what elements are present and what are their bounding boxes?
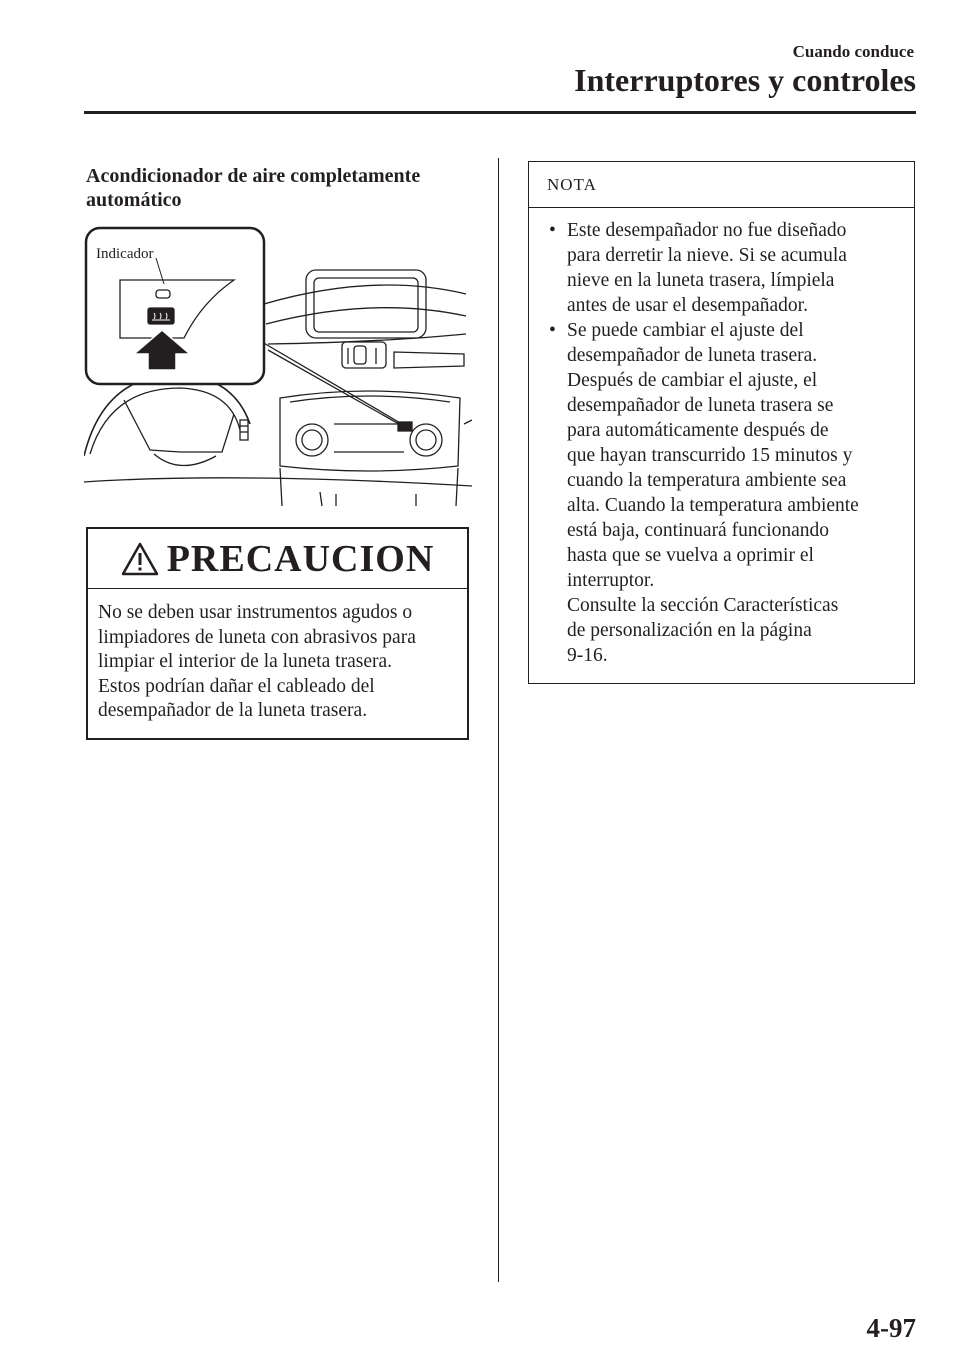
running-header-subtitle: Cuando conduce	[792, 42, 914, 61]
note-line: que hayan transcurrido 15 minutos y	[567, 445, 853, 466]
section-title	[86, 164, 486, 212]
left-knob	[296, 424, 328, 456]
note-list	[529, 208, 914, 668]
caution-line: limpiadores de luneta con abrasivos para	[98, 626, 416, 648]
bullet-icon: •	[549, 320, 556, 341]
caution-line: limpiar el interior de la luneta trasera.	[98, 651, 392, 672]
note-line: alta. Cuando la temperatura ambiente	[567, 495, 859, 516]
warning-triangle-icon	[121, 542, 159, 576]
column-divider	[498, 158, 499, 1282]
caution-title: PRECAUCION	[166, 537, 435, 580]
note-line: cuando la temperatura ambiente sea	[567, 470, 847, 491]
running-header-title: Interruptores y controles	[574, 62, 916, 98]
note-line: nieve en la luneta trasera, límpiela	[567, 270, 835, 291]
note-line: Después de cambiar el ajuste, el	[567, 370, 818, 391]
caution-text	[88, 589, 467, 724]
note-line: para automáticamente después de	[567, 420, 829, 441]
note-line: Este desempañador no fue diseñado	[567, 220, 847, 241]
caution-line: desempañador de la luneta trasera.	[98, 700, 368, 721]
note-line: de personalización en la página	[567, 620, 812, 641]
note-line: 9-16.	[567, 645, 608, 666]
section-title-line-1: Acondicionador de aire completamente	[86, 165, 421, 187]
caution-box	[86, 527, 469, 740]
caution-line: No se deben usar instrumentos agudos o	[98, 602, 413, 623]
note-line: Se puede cambiar el ajuste del	[567, 320, 804, 341]
note-line: desempañador de luneta trasera se	[567, 395, 834, 416]
note-title: NOTA	[529, 162, 914, 208]
note-line: antes de usar el desempañador.	[567, 295, 808, 316]
note-line: Consulte la sección Características	[567, 595, 839, 616]
dashboard-illustration	[84, 224, 474, 514]
center-display	[306, 270, 426, 338]
section-title-line-2: automático	[86, 189, 182, 211]
note-item	[543, 318, 906, 668]
page-number: 4-97	[866, 1313, 916, 1343]
note-line: para derretir la nieve. Si se acumula	[567, 245, 847, 266]
right-knob	[410, 424, 442, 456]
note-line: desempañador de luneta trasera.	[567, 345, 818, 366]
note-item	[543, 218, 906, 318]
callout-label-indicador: Indicador	[96, 246, 154, 262]
header-rule	[84, 111, 916, 114]
note-line: está baja, continuará funcionando	[567, 520, 830, 541]
note-line: interruptor.	[567, 570, 655, 591]
caution-header	[88, 529, 467, 589]
note-box	[528, 161, 915, 684]
bullet-icon: •	[549, 220, 556, 241]
caution-line: Estos podrían dañar el cableado del	[98, 675, 375, 697]
note-line: hasta que se vuelva a oprimir el	[567, 545, 814, 566]
